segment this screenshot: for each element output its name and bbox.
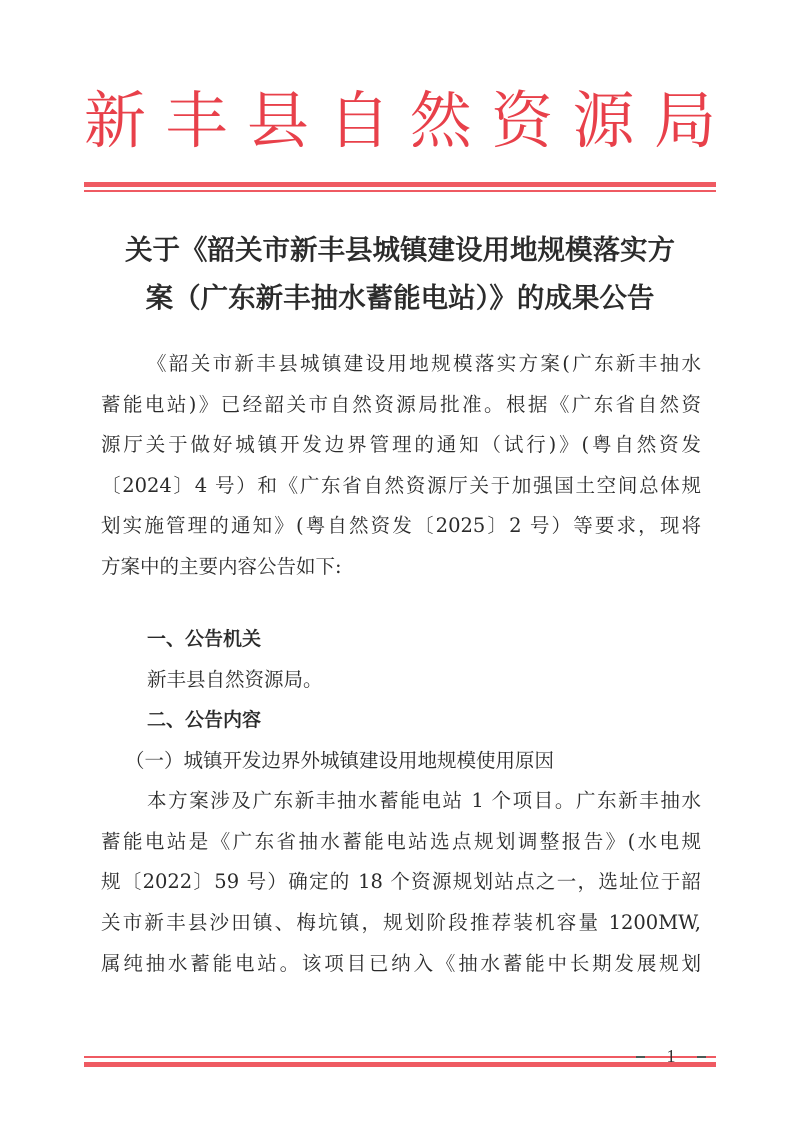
text-line: 关市新丰县沙田镇、梅坑镇，规划阶段推荐装机容量 1200MW, xyxy=(101,910,701,934)
masthead-char: 自 xyxy=(328,84,391,157)
intro-paragraph xyxy=(101,344,701,588)
text-line: 规〔2022〕59 号）确定的 18 个资源规划站点之一，选址位于韶 xyxy=(101,870,701,894)
section-heading: 一、公告机关 xyxy=(147,628,262,650)
masthead-char: 资 xyxy=(491,84,554,157)
masthead-char: 新 xyxy=(84,84,147,157)
footer-rule-thick xyxy=(84,1062,716,1067)
section-heading: 二、公告内容 xyxy=(147,709,262,731)
page-number xyxy=(636,1046,706,1067)
masthead-char: 源 xyxy=(572,84,635,157)
footer-rule-thin xyxy=(84,1056,716,1058)
text-line: 〔2024〕4 号）和《广东省自然资源厅关于加强国土空间总体规 xyxy=(101,473,701,497)
page-number-dash-left xyxy=(636,1056,645,1058)
header-rule-thick xyxy=(84,182,716,187)
masthead-char: 县 xyxy=(246,84,309,157)
text-line: 属纯抽水蓄能电站。该项目已纳入《抽水蓄能中长期发展规划 xyxy=(101,951,701,975)
subsection-heading: （一）城镇开发边界外城镇建设用地规模使用原因 xyxy=(125,748,555,772)
text-line: 蓄能电站是《广东省抽水蓄能电站选点规划调整报告》(水电规 xyxy=(101,829,701,853)
section-1 xyxy=(101,619,701,700)
text-line: 方案中的主要内容公告如下: xyxy=(101,554,342,578)
document-title xyxy=(84,226,716,322)
text-line: 本方案涉及广东新丰抽水蓄能电站 1 个项目。广东新丰抽水 xyxy=(147,789,701,813)
title-line: 关于《韶关市新丰县城镇建设用地规模落实方 xyxy=(125,234,675,266)
page-number-value: 1 xyxy=(666,1046,676,1066)
masthead-char: 然 xyxy=(409,84,472,157)
page-number-dash-right xyxy=(697,1056,706,1058)
title-line: 案（广东新丰抽水蓄能电站）》的成果公告 xyxy=(145,282,655,314)
section-2 xyxy=(101,700,701,984)
masthead-title xyxy=(84,82,716,160)
header-rule-thin xyxy=(84,190,716,192)
text-line: 源厅关于做好城镇开发边界管理的通知（试行)》(粤自然资发 xyxy=(101,433,701,457)
text-line: 划实施管理的通知》(粤自然资发〔2025〕2 号）等要求，现将 xyxy=(101,514,701,538)
text-line: 《韶关市新丰县城镇建设用地规模落实方案(广东新丰抽水 xyxy=(147,352,701,375)
text-line: 蓄能电站)》已经韶关市自然资源局批准。根据《广东省自然资 xyxy=(101,392,701,416)
masthead-char: 丰 xyxy=(165,84,228,157)
section-body: 新丰县自然资源局。 xyxy=(147,667,323,691)
masthead-char: 局 xyxy=(653,84,716,157)
